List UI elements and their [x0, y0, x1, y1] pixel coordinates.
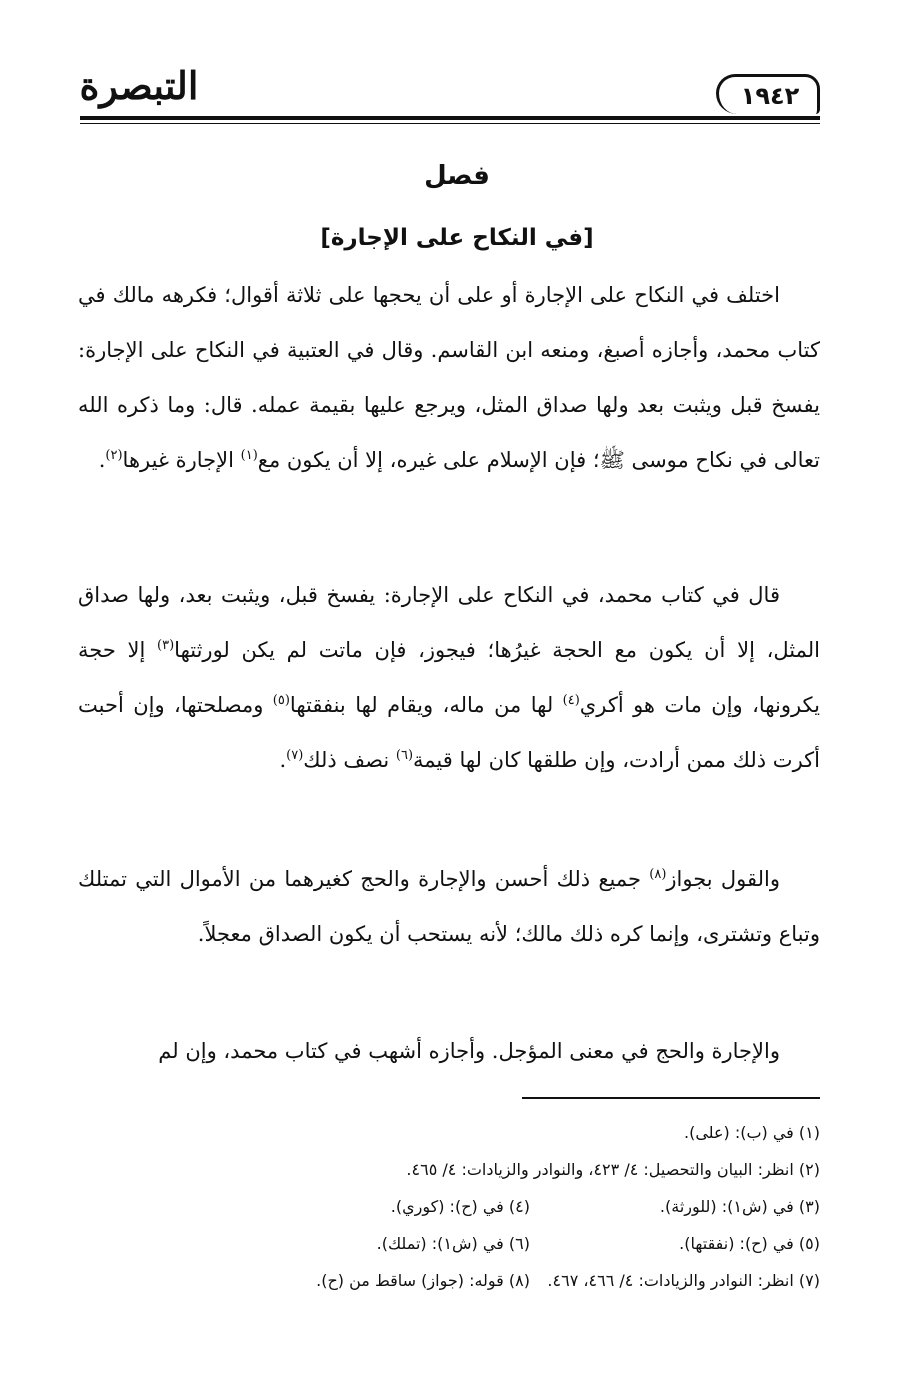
paragraph-4: [78, 1024, 820, 1079]
footnote-ref-8[interactable]: (٨): [649, 867, 667, 882]
paragraph-3: [78, 852, 820, 962]
footnote-ref-4[interactable]: (٤): [562, 693, 580, 708]
paragraph-4-text: [78, 1024, 820, 1079]
footnote-ref-2[interactable]: (٢): [105, 448, 123, 463]
text-run: لها من ماله، ويقام لها بنفقتها: [289, 693, 563, 717]
footnote-6: (٦) في (ش١): (تملك).: [376, 1234, 530, 1253]
paragraph-1-text: [78, 268, 820, 488]
text-run: إلا حجة يكرونها، وإن مات هو أكري: [78, 638, 820, 717]
footnote-ref-7[interactable]: (٧): [286, 748, 304, 763]
text-run: والقول بجواز: [666, 867, 780, 891]
footnote-row-3-4: [78, 1188, 820, 1225]
book-title: التبصرة: [79, 63, 199, 108]
footnote-ref-5[interactable]: (٥): [272, 693, 290, 708]
footnote-7: (٧) انظر: النوادر والزيادات: ٤/ ٤٦٦، ٤٦٧.: [547, 1271, 820, 1290]
text-run: .: [279, 748, 287, 772]
footnote-separator: [522, 1097, 820, 1099]
footnote-ref-3[interactable]: (٣): [157, 638, 175, 653]
text-run: والإجارة والحج في معنى المؤجل. وأجازه أشهب في كتاب محمد، وإن لم: [158, 1039, 780, 1063]
text-run: نصف ذلك: [303, 748, 396, 772]
text-run: جميع ذلك أحسن والإجارة والحج كغيرهما من الأموال التي تمتلك وتباع وتشترى، وإنما كره ذلك مالك؛ لأنه يستحب أن يكون الصداق معجلاً.: [78, 867, 820, 946]
footnote-row-5-6: [78, 1225, 820, 1262]
page-number: ١٩٤٢: [740, 82, 800, 110]
footnotes: [78, 1114, 820, 1299]
section-title: فصل: [424, 161, 490, 191]
footnote-8: (٨) قوله: (جواز) ساقط من (ح).: [316, 1271, 530, 1290]
text-run: الإجارة غيرها: [122, 448, 241, 472]
text-run: قال في كتاب محمد، في النكاح على الإجارة: يفسخ قبل، ويثبت بعد، ولها صداق المثل، إلا أن يكون مع الحجة غيرُها؛ فيجوز، فإن ماتت لم يكن لورثتها: [78, 583, 820, 662]
section-subtitle: [في النكاح على الإجارة]: [320, 225, 594, 251]
text-run: ومصلحتها، وإن أحبت أكرت ذلك ممن أرادت، وإن طلقها كان لها قيمة: [78, 693, 820, 772]
paragraph-2: [78, 568, 820, 788]
header-rule: [80, 116, 820, 120]
footnote-ref-1[interactable]: (١): [240, 448, 258, 463]
footnote-5: (٥) في (ح): (نفقتها).: [679, 1234, 820, 1253]
footnote-1: (١) في (ب): (على).: [683, 1123, 820, 1142]
text-run: اختلف في النكاح على الإجارة أو على أن يحجها على ثلاثة أقوال؛ فكرهه مالك في كتاب محمد، وأجازه أصبغ، ومنعه ابن القاسم. وقال في العتبية في النكاح على الإجارة: يفسخ قبل ويثبت بعد ولها صداق المثل، ويرجع عليها بقيمة عمله. قال: وما ذكره الله تعالى في نكاح موسى ﷺ؛ فإن الإسلام على غيره، إلا أن يكون مع: [78, 283, 820, 472]
paragraph-2-text: [78, 568, 820, 788]
text-run: .: [98, 448, 106, 472]
footnote-4: (٤) في (ح): (كوري).: [390, 1197, 530, 1216]
paragraph-3-text: [78, 852, 820, 962]
header-rule-thin: [80, 123, 820, 124]
footnote-row-7-8: [78, 1262, 820, 1299]
footnote-2: (٢) انظر: البيان والتحصيل: ٤/ ٤٢٣، والنوادر والزيادات: ٤/ ٤٦٥.: [406, 1160, 820, 1179]
footnote-ref-6[interactable]: (٦): [395, 748, 414, 763]
paragraph-1: [78, 268, 820, 488]
footnote-3: (٣) في (ش١): (للورثة).: [659, 1197, 820, 1216]
